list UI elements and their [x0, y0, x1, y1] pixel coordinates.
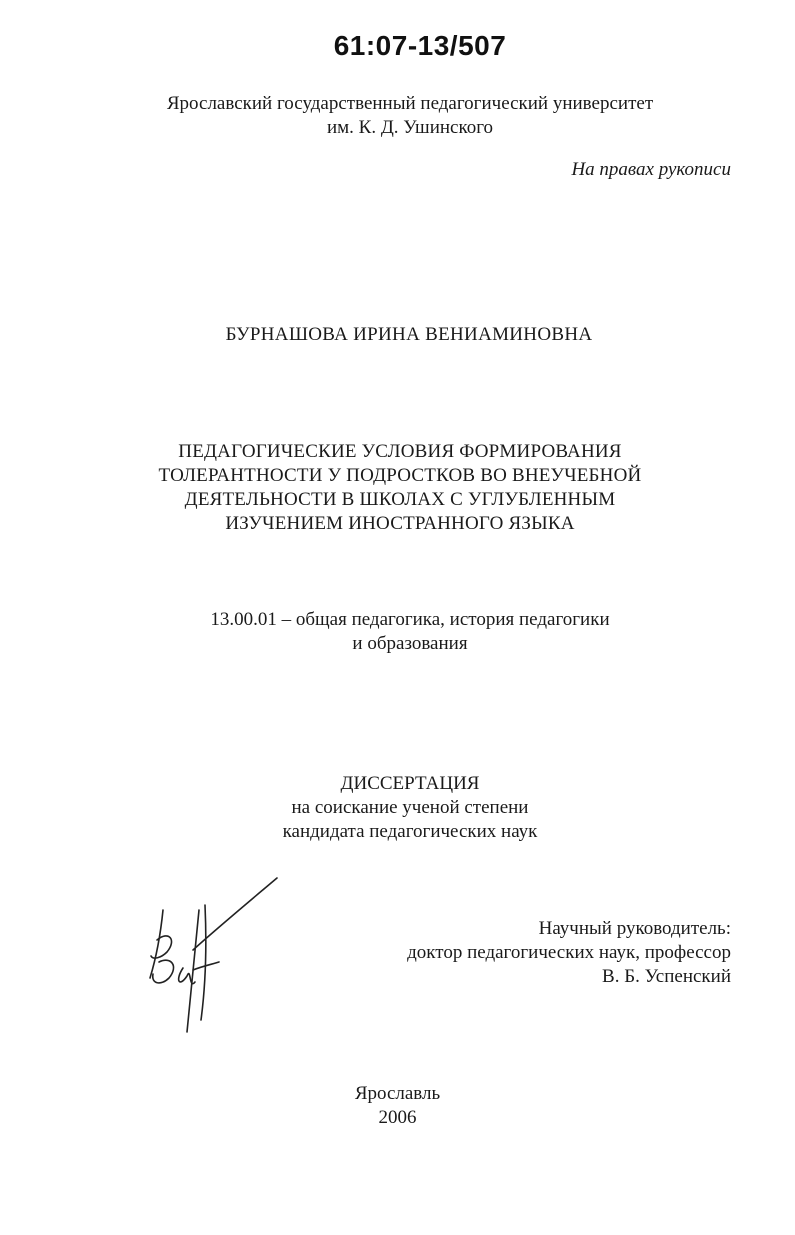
year: 2006 — [378, 1107, 417, 1128]
document-type-block — [130, 772, 690, 844]
specialty-line-1: 13.00.01 – общая педагогика, история педагогики — [210, 609, 610, 630]
supervisor-block — [407, 917, 731, 989]
dissertation-title — [110, 440, 690, 536]
place-and-year — [200, 1082, 595, 1130]
degree-purpose-line-2: кандидата педагогических наук — [282, 821, 538, 842]
degree-purpose-line-1: на соискание ученой степени — [291, 797, 529, 818]
title-line: ИЗУЧЕНИЕМ ИНОСТРАННОГО ЯЗЫКА — [225, 513, 575, 534]
supervisor-name: В. Б. Успенский — [602, 966, 731, 987]
specialty-line-2: и образования — [352, 633, 468, 654]
university-line-2: им. К. Д. Ушинского — [326, 117, 494, 138]
specialty — [130, 608, 690, 656]
title-line: ПЕДАГОГИЧЕСКИЕ УСЛОВИЯ ФОРМИРОВАНИЯ — [178, 441, 622, 462]
author-name: БУРНАШОВА ИРИНА ВЕНИАМИНОВНА — [225, 324, 593, 345]
document-type: ДИССЕРТАЦИЯ — [340, 773, 480, 794]
university-name — [130, 92, 690, 140]
title-line: ДЕЯТЕЛЬНОСТИ В ШКОЛАХ С УГЛУБЛЕННЫМ — [184, 489, 616, 510]
university-line-1: Ярославский государственный педагогический университет — [166, 93, 654, 114]
title-line: ТОЛЕРАНТНОСТИ У ПОДРОСТКОВ ВО ВНЕУЧЕБНОЙ — [158, 465, 642, 486]
manuscript-note: На правах рукописи — [571, 159, 731, 180]
handwritten-signature-icon — [135, 870, 295, 1040]
city: Ярославль — [354, 1083, 441, 1104]
catalog-number: 61:07-13/507 — [333, 30, 507, 61]
supervisor-degree: доктор педагогических наук, профессор — [407, 942, 731, 963]
supervisor-label: Научный руководитель: — [538, 918, 731, 939]
